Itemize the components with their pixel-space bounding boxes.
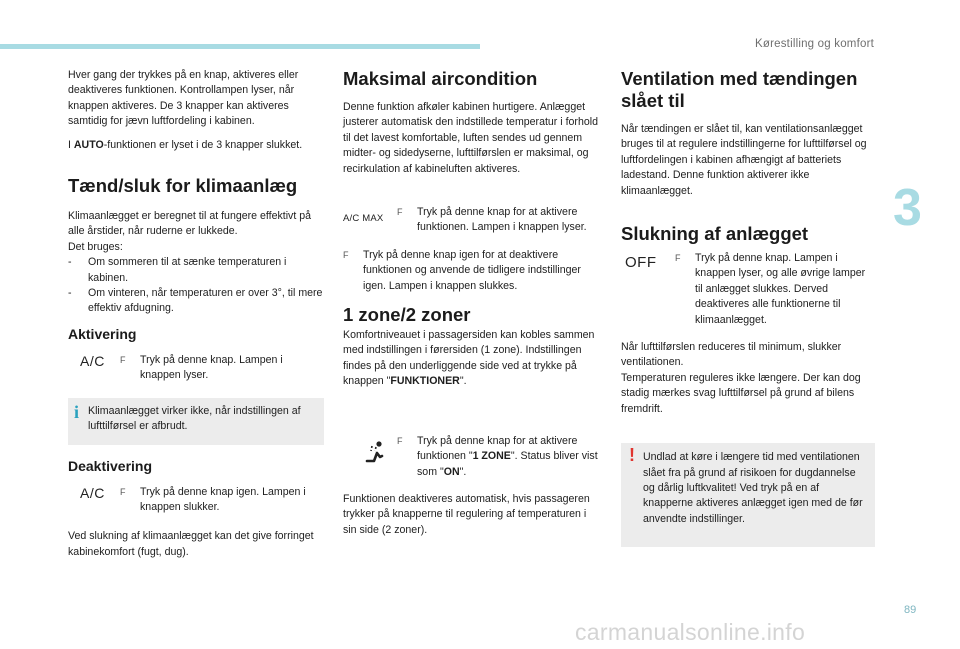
ac-button-icon: A/C	[80, 352, 105, 369]
info-note	[68, 398, 324, 445]
section-title-climate-onoff: Tænd/sluk for klimaanlæg	[68, 175, 298, 197]
activation-step	[68, 353, 324, 384]
step-marker-icon: F	[343, 249, 349, 260]
max-ac-step-2	[343, 248, 601, 294]
info-icon: i	[74, 401, 80, 422]
seat-zone-button-icon	[343, 434, 397, 467]
climate-body: Klimaanlægget er beregnet til at fungere effektivt på alle årstider, når ruderne er lukkede.	[68, 210, 312, 238]
max-ac-body: Denne funktion afkøler kabinen hurtigere. Anlægget justerer automatisk den indstillede temperatur i forhold til det lavest komfortable, luften sendes ud gennem midter- og sidedyserne, lufttilførslen er maksimal, og recirkulation af kabineluften aktiveres.	[343, 101, 598, 175]
list-item: - Om vinteren, når temperaturen er over 3°, til mere effektiv afdugning.	[68, 286, 324, 317]
warning-note	[621, 443, 875, 547]
off-body-2: Temperaturen reguleres ikke længere. Der kan dog stadig mærkes svag lufttilførsel på grund af bilens fremdrift.	[621, 371, 861, 415]
list-item: - Om sommeren til at sænke temperaturen i kabinen.	[68, 255, 324, 286]
zones-step	[343, 434, 601, 480]
section-title-ventilation: Ventilation med tændingen slået til	[621, 68, 858, 111]
auto-note: I AUTO-funktionen er lyset i de 3 knapper slukket.	[68, 138, 303, 151]
watermark: carmanualsonline.info	[575, 619, 806, 645]
uses-label: Det bruges:	[68, 240, 123, 253]
warning-text: Undlad at køre i længere tid med ventilationen slået fra på grund af risikoen for dugdannelse og dårlig luftkvalitet! Ved tryk på en af knapperne aktiveres anlægget igen med de før anvendte indstillinger.	[643, 451, 863, 525]
step-text: Tryk på denne knap for at aktivere funktionen. Lampen i knappen lyser.	[417, 206, 587, 234]
section-title-max-ac: Maksimal aircondition	[343, 68, 538, 89]
step-marker-icon: F	[120, 354, 126, 365]
column-1	[68, 68, 324, 560]
warning-icon: !	[629, 445, 635, 466]
info-text: Klimaanlægget virker ikke, når indstillingen af lufttilførsel er afbrudt.	[88, 404, 301, 433]
section-title-shutdown: Slukning af anlægget	[621, 223, 809, 245]
subsection-title-deactivation: Deaktivering	[68, 457, 153, 474]
header-accent-bar	[0, 44, 480, 49]
zones-closing: Funktionen deaktiveres automatisk, hvis passageren trykker på knapperne til regulering af temperaturen i sin side (2 zoner).	[343, 492, 590, 536]
step-marker-icon: F	[397, 435, 403, 446]
step-text: Tryk på denne knap igen. Lampen i knappen slukker.	[140, 485, 306, 513]
ac-button-icon: A/C	[80, 484, 105, 501]
uses-list	[68, 255, 324, 317]
step-marker-icon: F	[675, 253, 681, 264]
zones-body: Komfortniveauet i passagersiden kan kobles sammen med indstillingen i førersiden (1 zone). Indstillingen findes på den underliggende side ved at trykke på knappen "FUNKTIONER".	[343, 329, 595, 388]
seat-person-icon	[363, 440, 387, 464]
running-head: Kørestilling og komfort	[755, 38, 874, 50]
ventilation-body: Når tændingen er slået til, kan ventilationsanlægget bruges til at regulere indstillingerne for lufttilførsel og luftfordelingen i kabinen afhængigt af batteriets ladestand. Denne funktion aktiverer ikke klimaanlægget.	[621, 123, 867, 197]
step-text: Tryk på denne knap igen for at deaktivere funktionen og anvende de tidligere indstillinger igen. Lampen i knappen slukkes.	[363, 248, 581, 292]
column-2	[343, 68, 601, 538]
intro-paragraph: Hver gang der trykkes på en knap, aktiveres eller deaktiveres funktionen. Kontrollampen lyser, når knappen aktiveres. De 3 knapper kan aktiveres samtidig for jævn luftfordeling i kabinen.	[68, 69, 299, 128]
step-text: Tryk på denne knap. Lampen i knappen lyser, og alle øvrige lamper til anlægget slukkes. Derved deaktiveres alle funktionerne til klimaanlægget.	[695, 252, 866, 326]
off-body-1: Når lufttilførslen reduceres til minimum, slukker ventilationen.	[621, 341, 842, 369]
off-step	[621, 251, 875, 328]
step-text: Tryk på denne knap for at aktivere funktionen "1 ZONE". Status bliver vist som "ON".	[417, 434, 598, 478]
max-ac-step-1	[343, 205, 601, 236]
page-number: 89	[904, 604, 917, 616]
column-3	[621, 68, 875, 547]
subsection-title-activation: Aktivering	[68, 325, 137, 342]
step-marker-icon: F	[120, 486, 126, 497]
ac-max-button-icon: A/C MAX	[343, 213, 384, 225]
off-button-icon: OFF	[625, 254, 657, 272]
step-marker-icon: F	[397, 207, 403, 218]
deactivation-step	[68, 485, 324, 516]
chapter-number: 3	[893, 179, 922, 237]
step-text: Tryk på denne knap. Lampen i knappen lyser.	[140, 353, 283, 382]
closing-paragraph: Ved slukning af klimaanlægget kan det give forringet kabinekomfort (fugt, dug).	[68, 530, 314, 558]
section-title-zones: 1 zone/2 zoner	[343, 304, 471, 326]
